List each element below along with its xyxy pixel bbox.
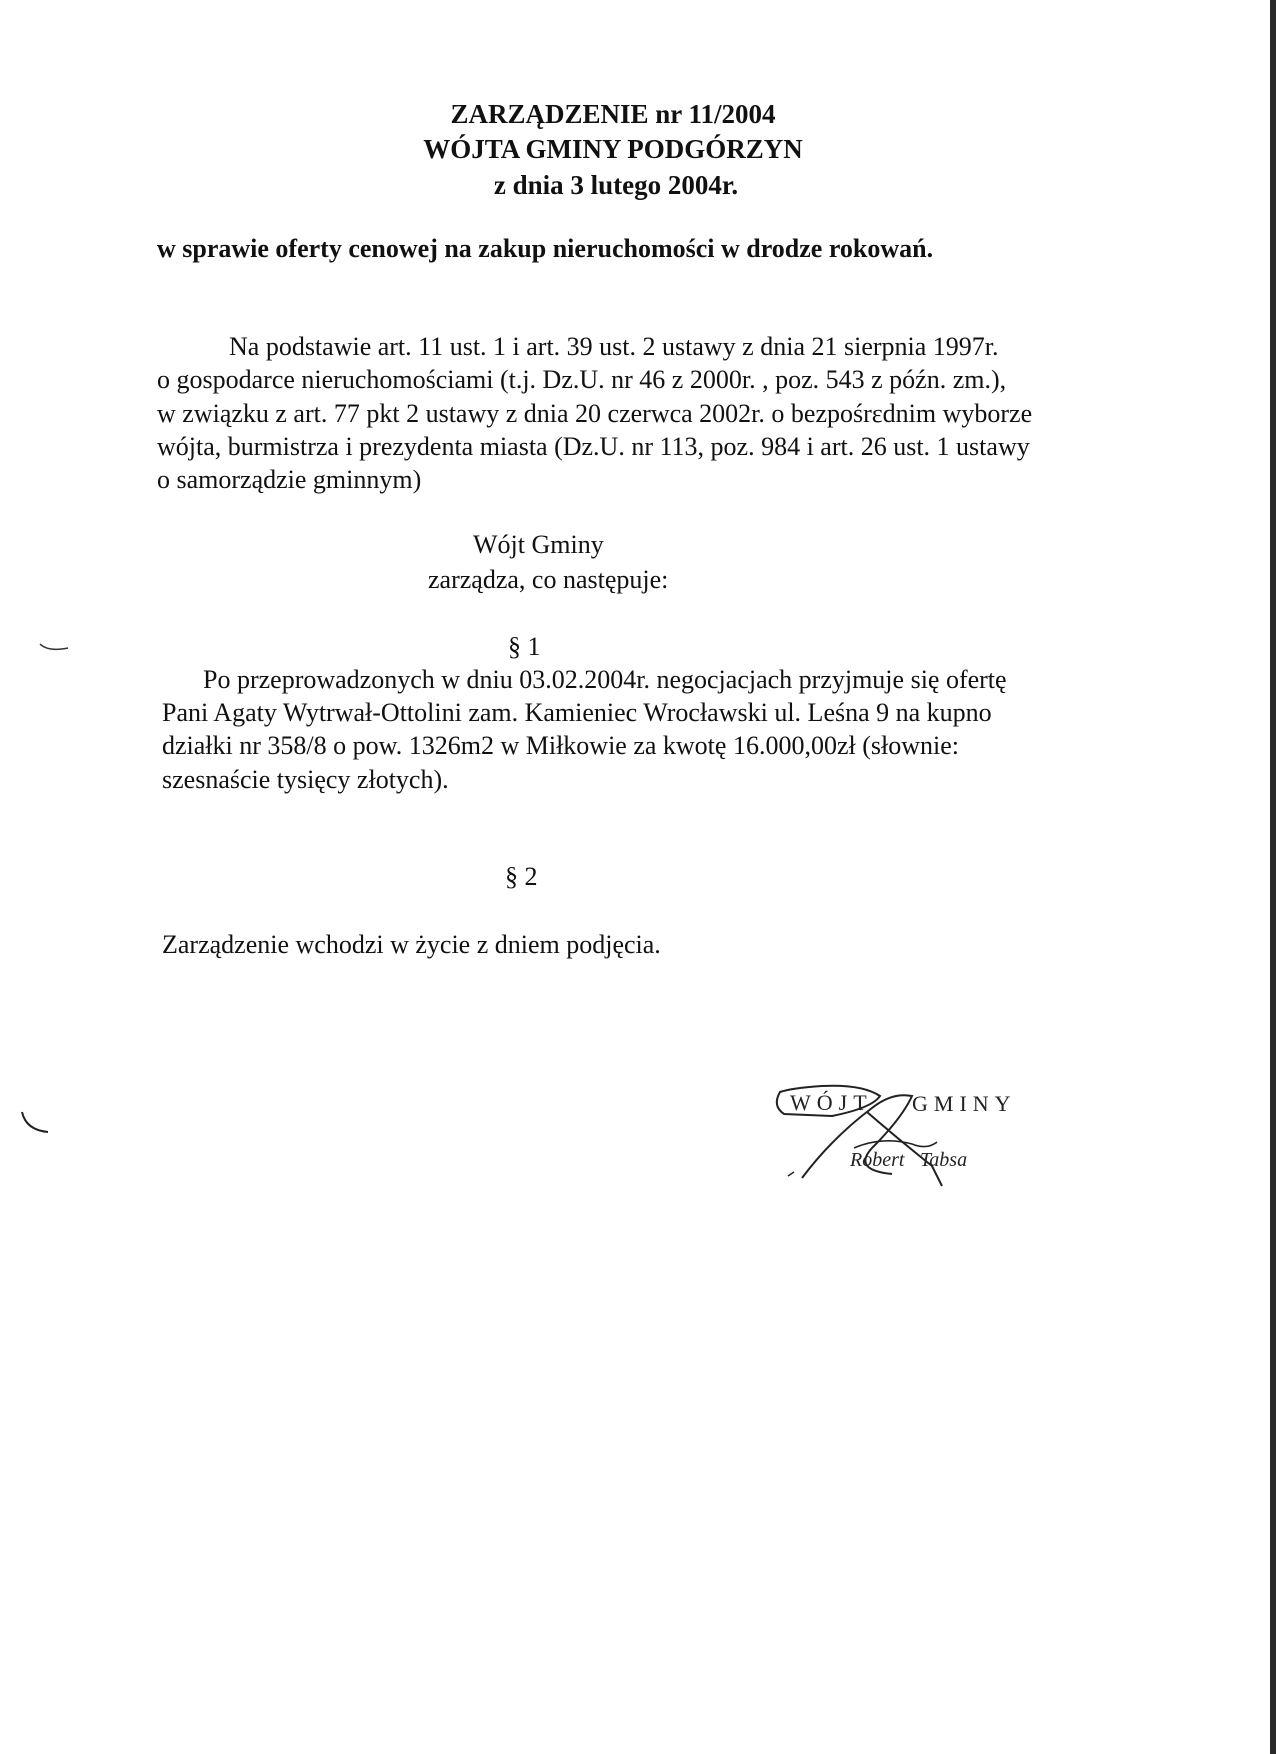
- section-1-line: Po przeprowadzonych w dniu 03.02.2004r. negocjacjach przyjmuje się ofertę: [203, 665, 1007, 694]
- svg-text:WÓJT: WÓJT: [790, 1090, 873, 1115]
- official-stamp-signature: [762, 1078, 1022, 1188]
- scan-mark: [18, 1110, 52, 1136]
- section-1-line: Pani Agaty Wytrwał-Ottolini zam. Kamieniec Wrocławski ul. Leśna 9 na kupno: [162, 698, 992, 727]
- svg-text:GMINY: GMINY: [912, 1091, 1017, 1116]
- issuer-title: WÓJTA GMINY PODGÓRZYN: [423, 134, 803, 164]
- section-1-line: działki nr 358/8 o pow. 1326m2 w Miłkowie za kwotę 16.000,00zł (słownie:: [162, 731, 959, 760]
- preamble-line: o gospodarce nieruchomościami (t.j. Dz.U. nr 46 z 2000r. , poz. 543 z późn. zm.),: [157, 365, 1007, 394]
- document-subject: w sprawie oferty cenowej na zakup nieruchomości w drodze rokowań.: [157, 234, 934, 263]
- svg-text:Robert: Robert: [850, 1149, 905, 1171]
- preamble-line: Na podstawie art. 11 ust. 1 i art. 39 ust. 2 ustawy z dnia 21 sierpnia 1997r.: [229, 332, 999, 361]
- authority-name: Wójt Gminy: [473, 530, 604, 559]
- svg-text:Tabsa: Tabsa: [920, 1149, 968, 1171]
- preamble-line: o samorządzie gminnym): [157, 465, 422, 494]
- section-2-heading: § 2: [505, 862, 538, 891]
- scan-edge: [1270, 0, 1276, 1754]
- preamble-line: wójta, burmistrza i prezydenta miasta (Dz.U. nr 113, poz. 984 i art. 26 ust. 1 ustawy: [157, 432, 1030, 461]
- section-1-heading: § 1: [508, 632, 541, 661]
- document-date: z dnia 3 lutego 2004r.: [493, 170, 739, 200]
- authority-decree: zarządza, co następuje:: [428, 565, 669, 594]
- preamble-line: w związku z art. 77 pkt 2 ustawy z dnia 20 czerwca 2002r. o bezpośrεdnim wyborze: [157, 399, 1033, 428]
- section-1-line: szesnaście tysięcy złotych).: [162, 765, 449, 794]
- scan-mark: [38, 640, 72, 654]
- document-title: ZARZĄDZENIE nr 11/2004: [450, 99, 776, 129]
- section-2-text: Zarządzenie wchodzi w życie z dniem podjęcia.: [162, 930, 661, 959]
